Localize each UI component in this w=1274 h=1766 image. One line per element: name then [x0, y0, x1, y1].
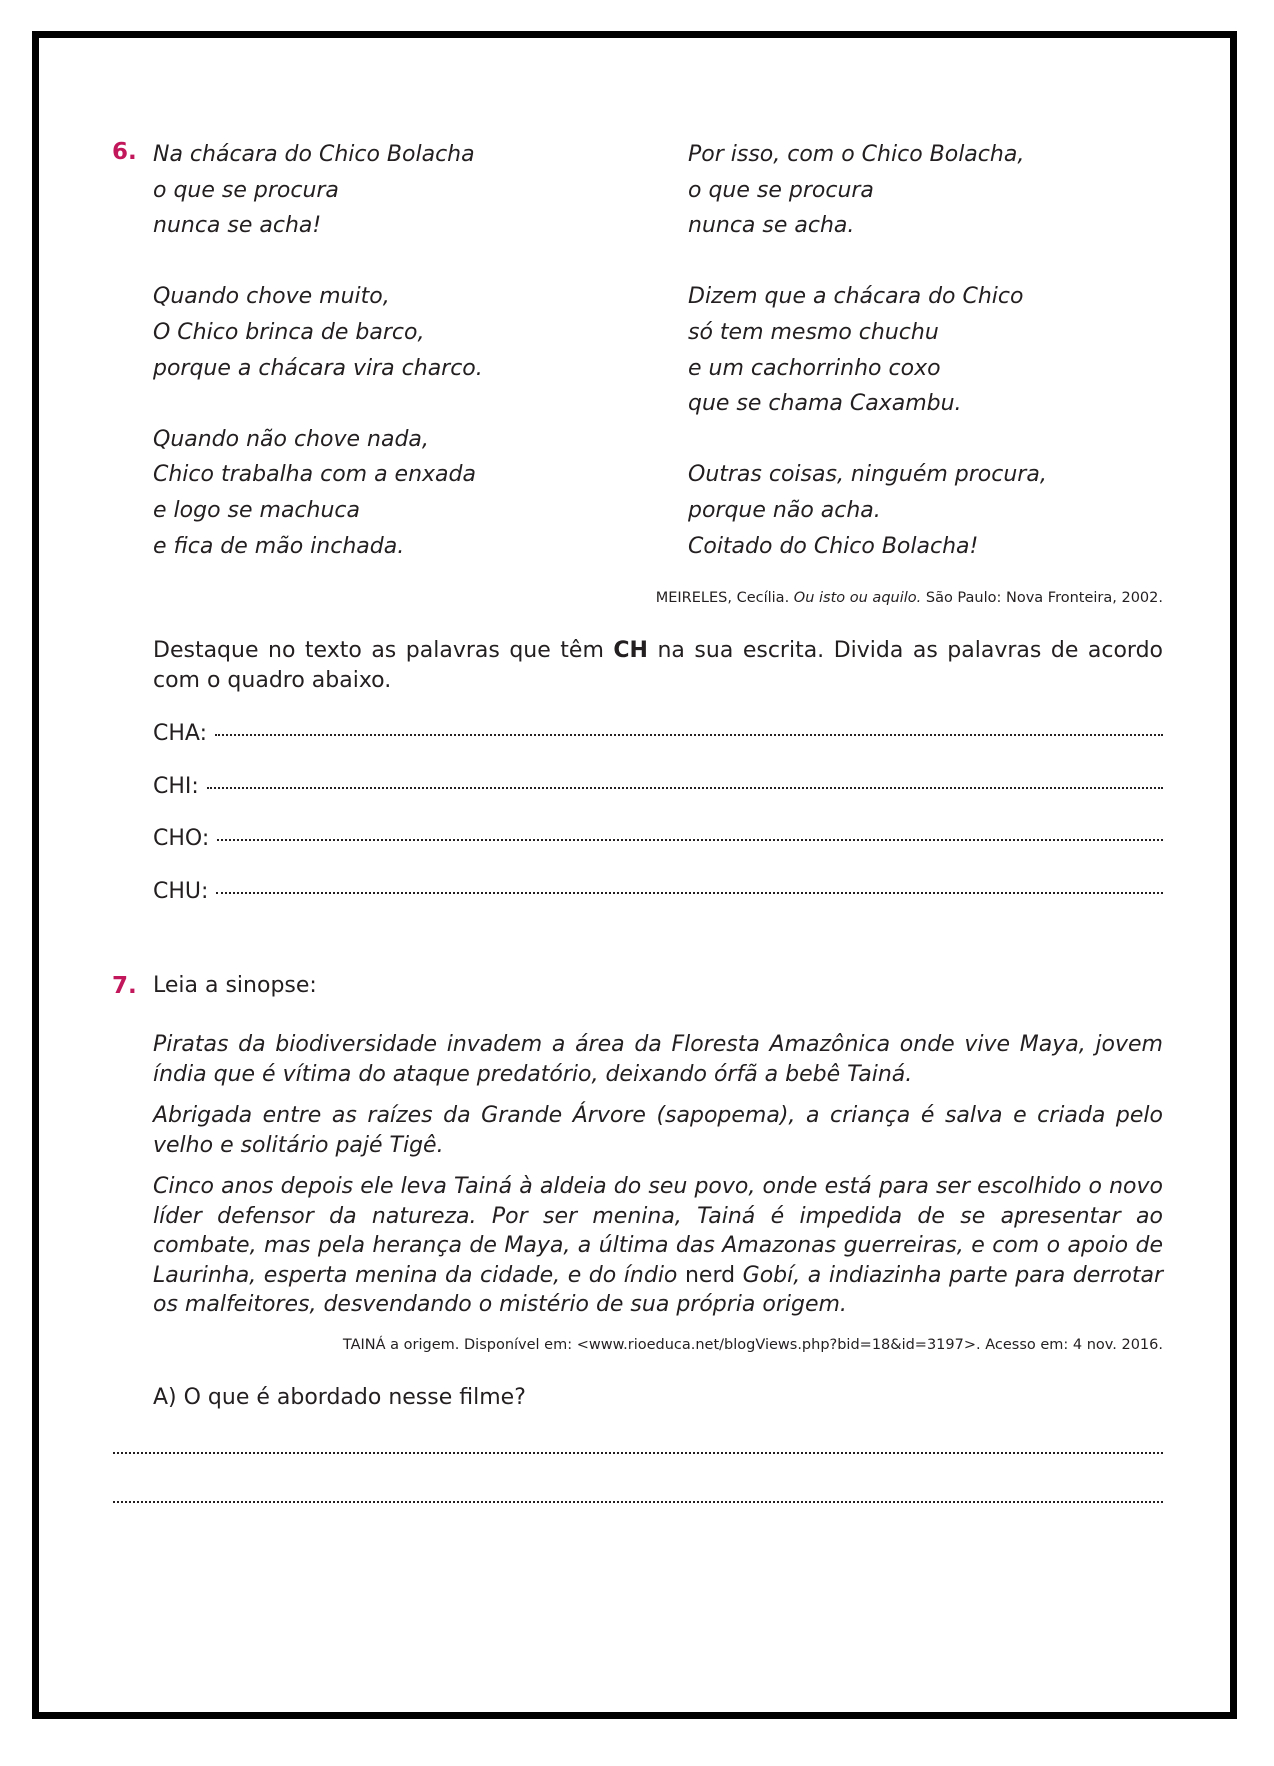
- poem-left-line: Chico trabalha com a enxada: [153, 462, 476, 488]
- poem-right-line: Coitado do Chico Bolacha!: [688, 533, 979, 559]
- fill-line-chi[interactable]: [207, 786, 1163, 789]
- question-6-number: 6.: [112, 139, 137, 165]
- synopsis: [153, 1030, 1163, 1332]
- poem-right-line: Dizem que a chácara do Chico: [688, 284, 1024, 310]
- poem-left-line: o que se procura: [153, 177, 339, 203]
- poem-left-line: e fica de mão inchada.: [153, 533, 405, 559]
- poem-left-line: O Chico brinca de barco,: [153, 319, 425, 345]
- poem-right-line: porque não acha.: [688, 497, 881, 523]
- fill-label-cha: CHA:: [153, 721, 207, 746]
- fill-line-cha[interactable]: [215, 733, 1163, 736]
- synopsis-p3-nerd: nerd: [684, 1262, 736, 1288]
- poem-right-line: o que se procura: [688, 177, 874, 203]
- poem-right-stanza-gap: [688, 422, 1047, 458]
- poem-right-line: que se chama Caxambu.: [688, 391, 962, 417]
- answer-line-1[interactable]: [113, 1452, 1163, 1454]
- poem-right-column: [688, 137, 1047, 564]
- synopsis-reference: TAINÁ a origem. Disponível em: <www.rioeduca.net/blogViews.php?bid=18&id=3197>. Acesso em: 4 nov. 2016.: [342, 1337, 1163, 1353]
- q7-prompt: Leia a sinopse:: [153, 973, 317, 998]
- poem-left-column: [153, 137, 483, 564]
- synopsis-paragraph-1: Piratas da biodiversidade invadem a área da Floresta Amazônica onde vive Maya, jovem índia que é vítima do ataque predatório, deixando órfã a bebê Tainá.: [153, 1032, 1163, 1087]
- poem-right-stanza-gap: [688, 244, 1047, 280]
- reference-author: MEIRELES, Cecília.: [655, 590, 794, 606]
- synopsis-p3-start: Cinco anos depois ele leva Tainá à aldeia do seu povo, onde está para ser escolhido o novo líder defensor da natureza. Por ser menina, Tainá é impedida de se apresentar ao combate, mas pela herança de Maya, a última das Amazonas guerreiras, e com o apoio de Laurinha, esperta menina da cidade, e do índio: [153, 1174, 1163, 1288]
- synopsis-paragraph-2: Abrigada entre as raízes da Grande Árvore (sapopema), a criança é salva e criada pelo velho e solitário pajé Tigê.: [153, 1103, 1163, 1158]
- instruction-text-end: na sua escrita. Divida as palavras de acordo com o quadro abaixo.: [153, 638, 1163, 693]
- poem-left-line: Quando chove muito,: [153, 284, 390, 310]
- fill-line-cho[interactable]: [217, 838, 1163, 841]
- poem-right-line: e um cachorrinho coxo: [688, 355, 941, 381]
- answer-line-2[interactable]: [113, 1501, 1163, 1503]
- fill-label-chi: CHI:: [153, 774, 199, 799]
- fill-row-chi: [153, 772, 1163, 802]
- poem-reference: [656, 590, 1163, 606]
- fill-row-cho: [153, 824, 1163, 854]
- reference-publisher: São Paulo: Nova Fronteira, 2002.: [921, 590, 1163, 606]
- poem-left-stanza-gap: [153, 244, 483, 280]
- synopsis-p3-end: Gobí, a indiazinha parte para derrotar os malfeitores, desvendando o mistério de sua própria origem.: [153, 1262, 1163, 1317]
- poem-left-line: Na chácara do Chico Bolacha: [153, 142, 475, 167]
- poem-left-line: e logo se machuca: [153, 497, 360, 523]
- poem-left-stanza-gap: [153, 386, 483, 422]
- poem-right-line: nunca se acha.: [688, 213, 855, 239]
- instruction-bold: CH: [613, 638, 648, 663]
- poem-left-line: Quando não chove nada,: [153, 426, 429, 452]
- fill-row-chu: [153, 877, 1163, 907]
- fill-label-chu: CHU:: [153, 879, 209, 904]
- poem-right-line: Por isso, com o Chico Bolacha,: [688, 142, 1025, 167]
- fill-line-chu[interactable]: [216, 891, 1163, 894]
- poem-right-line: Outras coisas, ninguém procura,: [688, 462, 1047, 488]
- poem-left-line: nunca se acha!: [153, 213, 322, 239]
- q6-instruction: [153, 636, 1163, 695]
- synopsis-paragraph-3: [153, 1172, 1163, 1320]
- question-a: A) O que é abordado nesse filme?: [153, 1385, 526, 1410]
- poem-right-line: só tem mesmo chuchu: [688, 319, 939, 345]
- fill-label-cho: CHO:: [153, 826, 210, 851]
- question-7-number: 7.: [112, 973, 137, 999]
- fill-row-cha: [153, 719, 1163, 749]
- reference-work: Ou isto ou aquilo.: [793, 590, 922, 606]
- poem-left-line: porque a chácara vira charco.: [153, 355, 483, 381]
- instruction-text: Destaque no texto as palavras que têm: [153, 638, 614, 663]
